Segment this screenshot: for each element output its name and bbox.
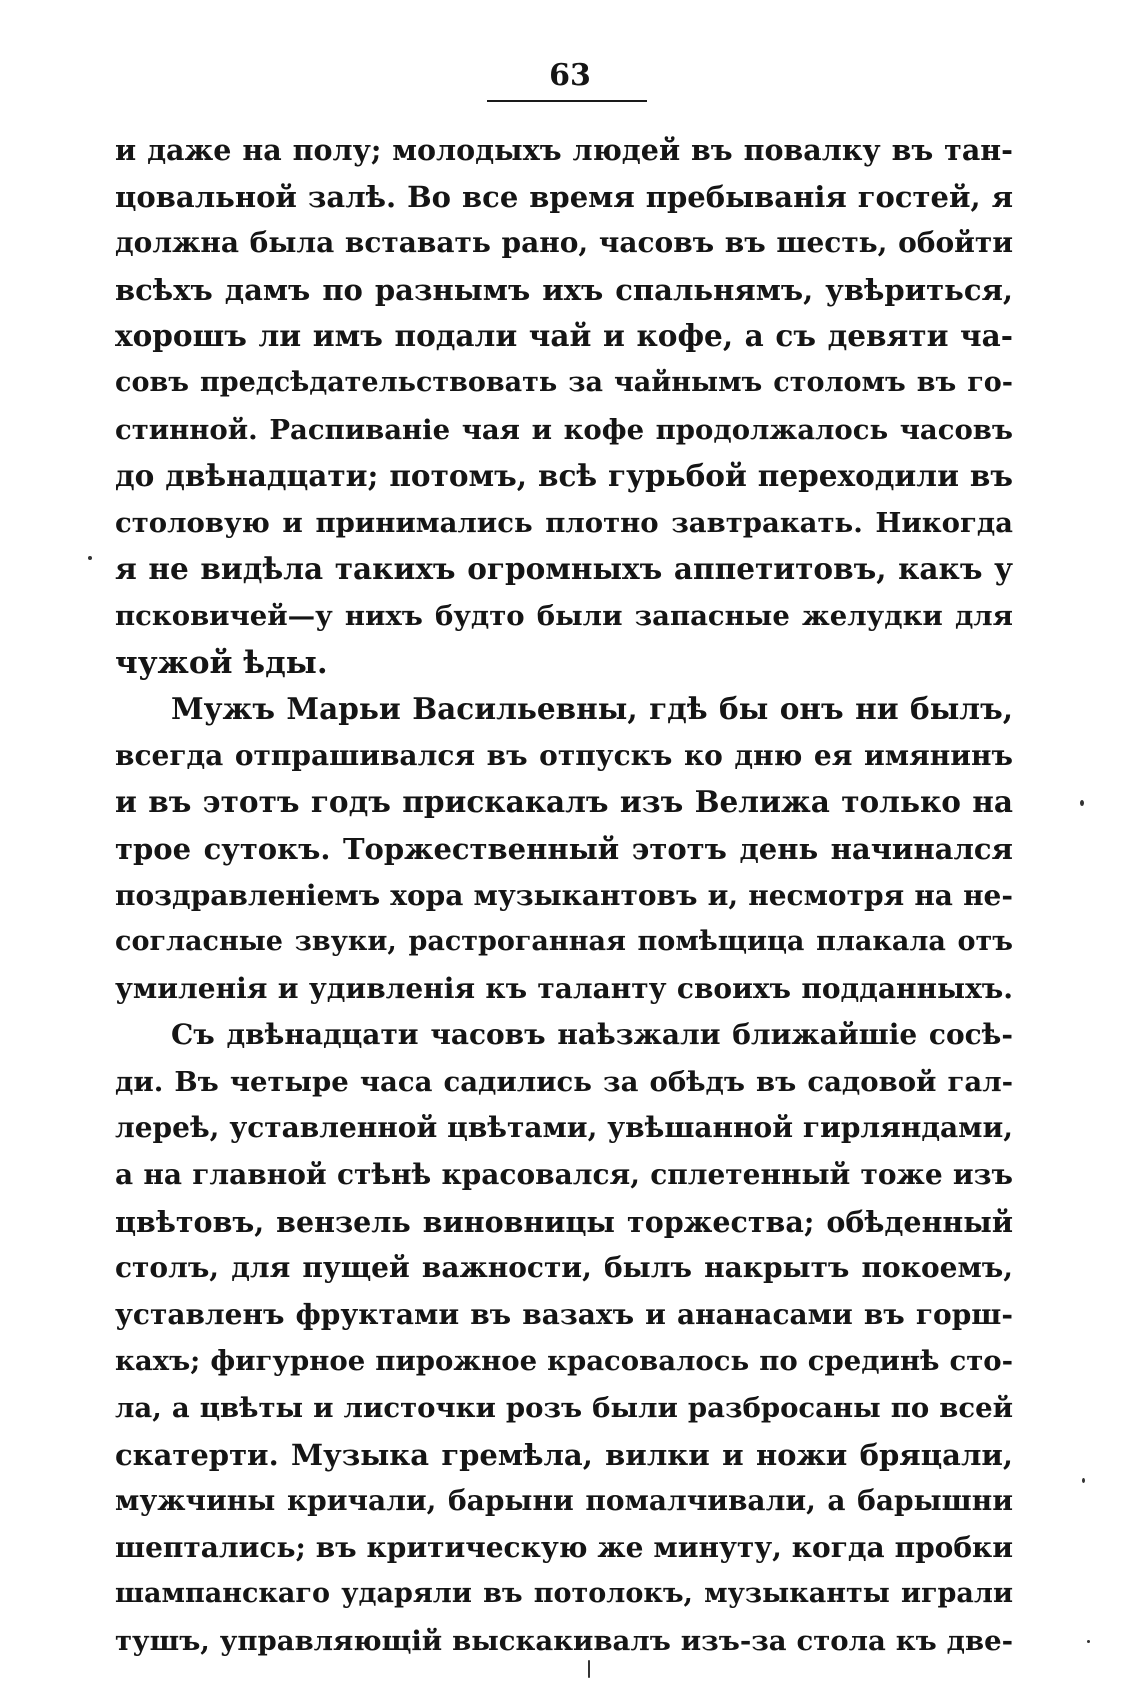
text-line: цовальной залѣ. Во все время пребыванія гостей, я [115,179,1013,214]
text-line: тушъ, управляющiй выскакивалъ изъ-за стола къ две- [115,1625,1013,1657]
paragraph-3 [115,1012,1013,1664]
text-line: лереѣ, уставленной цвѣтами, увѣшанной гирляндами, [115,1111,1013,1145]
text-line: и въ этотъ годъ прискакалъ изъ Велижа только на [115,784,1013,820]
text-line: Мужъ Марьи Васильевны, гдѣ бы онъ ни былъ, [171,691,1013,727]
text-line: Съ двѣнадцати часовъ наѣзжали ближайшiе сосѣ- [171,1018,1013,1052]
text-line: и даже на полу; молодыхъ людей въ повалку въ тан- [115,133,1013,167]
scan-speck [1082,1478,1085,1483]
scan-speck [588,1660,590,1678]
text-line: столъ, для пущей важности, былъ накрытъ покоемъ, [115,1251,1013,1285]
scan-speck [88,556,92,560]
text-line: трое сутокъ. Торжественный этотъ день начинался [115,831,1013,866]
text-line: ла, а цвѣты и листочки розъ были разбросаны по всей [115,1392,1013,1425]
scan-speck [1080,800,1084,806]
text-line: шампанскаго ударяли въ потолокъ, музыканты играли [115,1578,1013,1610]
text-line: мужчины кричали, барыни помалчивали, а барышни [115,1484,1013,1518]
text-line: согласные звуки, растроганная помѣщица плакала отъ [115,926,1013,958]
paragraph-2 [115,686,1013,1012]
text-line: чужой ѣды. [115,644,328,681]
text-line: скатерти. Музыка гремѣла, вилки и ножи бряцали, [115,1437,1013,1472]
text-line: а на главной стѣнѣ красовался, сплетенный тоже изъ [115,1158,1013,1192]
text-line: ди. Въ четыре часа садились за обѣдъ въ садовой гал- [115,1065,1013,1098]
text-line: кахъ; фигурное пирожное красовалось по срединѣ сто- [115,1345,1013,1378]
body-text [115,127,1013,1665]
text-line: столовую и принимались плотно завтракать. Никогда [115,506,1013,539]
text-line: умиленія и удивленія къ таланту своихъ подданныхъ. [115,971,1013,1005]
text-line: хорошъ ли имъ подали чай и кофе, а съ девяти ча- [115,318,1013,354]
text-line: цвѣтовъ, вензель виновницы торжества; обѣденный [115,1204,1013,1239]
text-line: совъ предсѣдательствовать за чайнымъ столомъ въ го- [115,366,1013,398]
page-number: 63 [549,58,591,93]
scan-speck [1087,1640,1090,1643]
page-number-rule [487,100,647,102]
text-line: стинной. Распиванiе чая и кофе продолжалось часовъ [115,413,1013,446]
text-line: уставленъ фруктами въ вазахъ и ананасами въ горш- [115,1297,1013,1331]
text-line: всегда отпрашивался въ отпускъ ко дню ея имянинъ [115,738,1013,772]
text-line: до двѣнадцати; потомъ, всѣ гурьбой переходили въ [115,458,1013,494]
paragraph-1 [115,127,1013,686]
text-line: шептались; въ критическую же минуту, когда пробки [115,1530,1013,1564]
text-line: всѣхъ дамъ по разнымъ ихъ спальнямъ, увѣриться, [115,272,1013,307]
text-line: я не видѣла такихъ огромныхъ аппетитовъ, какъ у [115,551,1013,587]
text-line: должна была вставать рано, часовъ въ шесть, обойти [115,226,1013,260]
text-line: псковичей—у нихъ будто были запасные желудки для [115,599,1013,632]
text-line: поздравленiемъ хора музыкантовъ и, несмотря на не- [115,878,1013,912]
